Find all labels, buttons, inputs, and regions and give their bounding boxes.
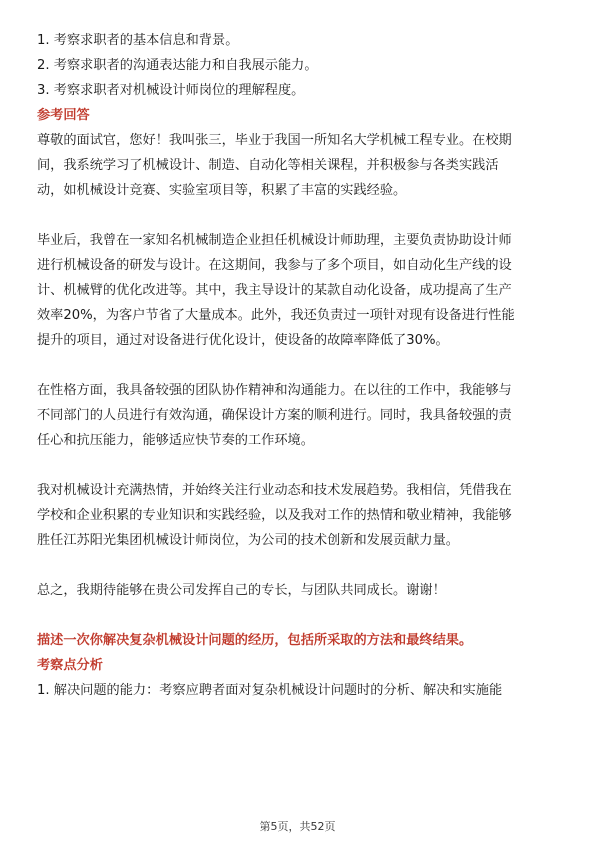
paragraph-gap	[37, 603, 559, 628]
list-item: 1. 考察求职者的基本信息和背景。	[37, 33, 239, 48]
analysis-heading: 考察点分析	[37, 658, 103, 673]
answer-line: 毕业后，我曾在一家知名机械制造企业担任机械设计师助理，主要负责协助设计师	[37, 233, 512, 248]
answer-line: 效率20%，为客户节省了大量成本。此外，我还负责过一项针对现有设备进行性能	[37, 308, 515, 323]
answer-line: 学校和企业积累的专业知识和实践经验，以及我对工作的热情和敬业精神，我能够	[37, 508, 512, 523]
answer-line: 我对机械设计充满热情，并始终关注行业动态和技术发展趋势。我相信，凭借我在	[37, 483, 512, 498]
paragraph-gap	[37, 353, 559, 378]
answer-line: 不同部门的人员进行有效沟通，确保设计方案的顺利进行。同时，我具备较强的责	[37, 408, 512, 423]
answer-line: 进行机械设备的研发与设计。在这期间，我参与了多个项目，如自动化生产线的设	[37, 258, 512, 273]
answer-line: 在性格方面，我具备较强的团队协作精神和沟通能力。在以往的工作中，我能够与	[37, 383, 512, 398]
paragraph-gap	[37, 553, 559, 578]
paragraph-gap	[37, 203, 559, 228]
answer-line: 计、机械臂的优化改进等。其中，我主导设计的某款自动化设备，成功提高了生产	[37, 283, 512, 298]
answer-line: 间，我系统学习了机械设计、制造、自动化等相关课程，并积极参与各类实践活	[37, 158, 499, 173]
list-item: 3. 考察求职者对机械设计师岗位的理解程度。	[37, 83, 305, 98]
reference-answer-heading: 参考回答	[37, 108, 90, 123]
analysis-item: 1. 解决问题的能力：考察应聘者面对复杂机械设计问题时的分析、解决和实施能	[37, 683, 503, 698]
answer-line: 胜任江苏阳光集团机械设计师岗位，为公司的技术创新和发展贡献力量。	[37, 533, 459, 548]
question-heading: 描述一次你解决复杂机械设计问题的经历，包括所采取的方法和最终结果。	[37, 633, 473, 648]
page-footer: 第5页，共52页	[259, 820, 336, 833]
answer-line: 总之，我期待能够在贵公司发挥自己的专长，与团队共同成长。谢谢！	[37, 583, 446, 598]
answer-line: 动，如机械设计竞赛、实验室项目等，积累了丰富的实践经验。	[37, 183, 407, 198]
answer-line: 提升的项目，通过对设备进行优化设计，使设备的故障率降低了30%。	[37, 333, 449, 348]
paragraph-gap	[37, 453, 559, 478]
answer-line: 尊敬的面试官，您好！我叫张三，毕业于我国一所知名大学机械工程专业。在校期	[37, 133, 512, 148]
page-content	[37, 28, 559, 703]
list-item: 2. 考察求职者的沟通表达能力和自我展示能力。	[37, 58, 318, 73]
answer-line: 任心和抗压能力，能够适应快节奏的工作环境。	[37, 433, 314, 448]
